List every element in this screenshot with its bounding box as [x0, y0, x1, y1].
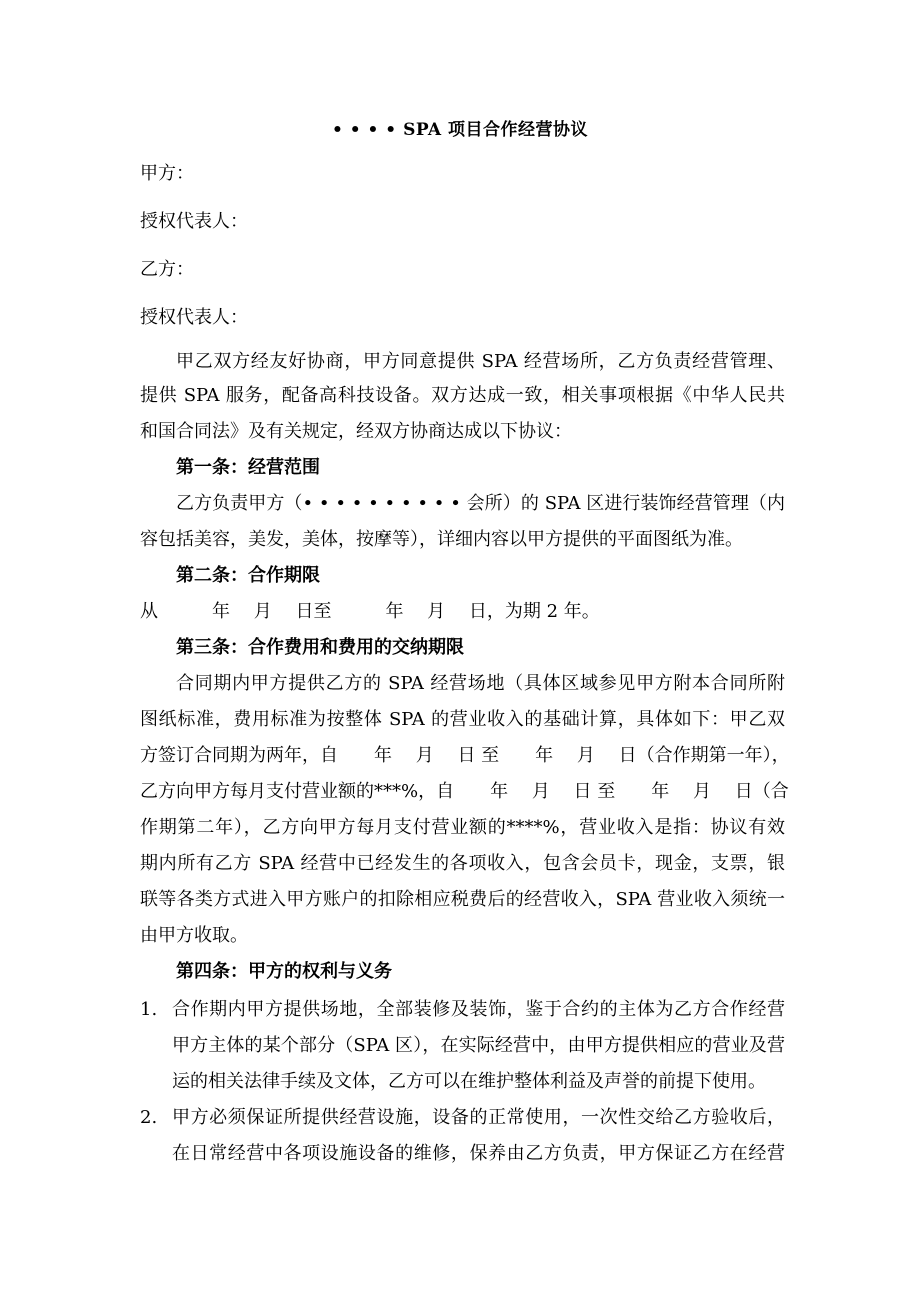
party-b-rep-label: 授权代表人：	[140, 307, 248, 328]
article3-line-8: 由甲方收取。	[140, 925, 248, 946]
intro-line-1: 甲乙双方经友好协商，甲方同意提供 SPA 经营场所，乙方负责经营管理、	[176, 351, 785, 372]
article4-heading: 第四条：甲方的权利与义务	[176, 961, 392, 982]
article3-line-2: 图纸标准，费用标准为按整体 SPA 的营业收入的基础计算，具体如下：甲乙双	[140, 709, 785, 730]
document-title: • • • • SPA 项目合作经营协议	[331, 120, 589, 140]
article1-heading: 第一条：经营范围	[176, 457, 320, 478]
article3-line-3: 方签订合同期为两年，自 年 月 日 至 年 月 日（合作期第一年），	[140, 745, 790, 766]
intro-line-3: 和国合同法》及有关规定，经双方协商达成以下协议：	[140, 421, 572, 442]
article3-line-7: 联等各类方式进入甲方账户的扣除相应税费后的经营收入，SPA 营业收入须统一	[140, 889, 785, 910]
intro-line-2: 提供 SPA 服务，配备高科技设备。双方达成一致，相关事项根据《中华人民共	[140, 385, 785, 406]
article3-line-5: 作期第二年），乙方向甲方每月支付营业额的****%，营业收入是指：协议有效	[140, 817, 785, 838]
article2-line: 从 年 月 日至 年 月 日，为期 2 年。	[140, 601, 600, 622]
article2-heading: 第二条：合作期限	[176, 565, 320, 586]
article4-item2-line-1: 甲方必须保证所提供经营设施，设备的正常使用，一次性交给乙方验收后，	[172, 1107, 785, 1128]
article3-line-1: 合同期内甲方提供乙方的 SPA 经营场地（具体区域参见甲方附本合同所附	[176, 673, 785, 694]
article4-item2-line-2: 在日常经营中各项设施设备的维修，保养由乙方负责，甲方保证乙方在经营	[172, 1143, 785, 1164]
article4-item1-line-2: 甲方主体的某个部分（SPA 区），在实际经营中，由甲方提供相应的营业及营	[172, 1035, 785, 1056]
article4-item1-line-3: 运的相关法律手续及文体，乙方可以在维护整体利益及声誉的前提下使用。	[172, 1071, 766, 1092]
party-a-label: 甲方：	[140, 163, 194, 184]
article4-item1-line-1: 合作期内甲方提供场地，全部装修及装饰，鉴于合约的主体为乙方合作经营	[172, 999, 785, 1020]
article1-line-2: 容包括美容，美发，美体，按摩等），详细内容以甲方提供的平面图纸为准。	[140, 529, 743, 550]
article1-line-1: 乙方负责甲方（• • • • • • • • • • 会所）的 SPA 区进行装饰经营管理（内	[176, 493, 785, 514]
article4-item1-number: 1.	[140, 999, 158, 1020]
article3-heading: 第三条：合作费用和费用的交纳期限	[176, 637, 464, 658]
party-a-rep-label: 授权代表人：	[140, 211, 248, 232]
party-b-label: 乙方：	[140, 259, 194, 280]
article3-line-6: 期内所有乙方 SPA 经营中已经发生的各项收入，包含会员卡，现金，支票，银	[140, 853, 785, 874]
article4-item2-number: 2.	[140, 1107, 158, 1128]
article3-line-4: 乙方向甲方每月支付营业额的***%，自 年 月 日 至 年 月 日（合	[140, 781, 789, 802]
